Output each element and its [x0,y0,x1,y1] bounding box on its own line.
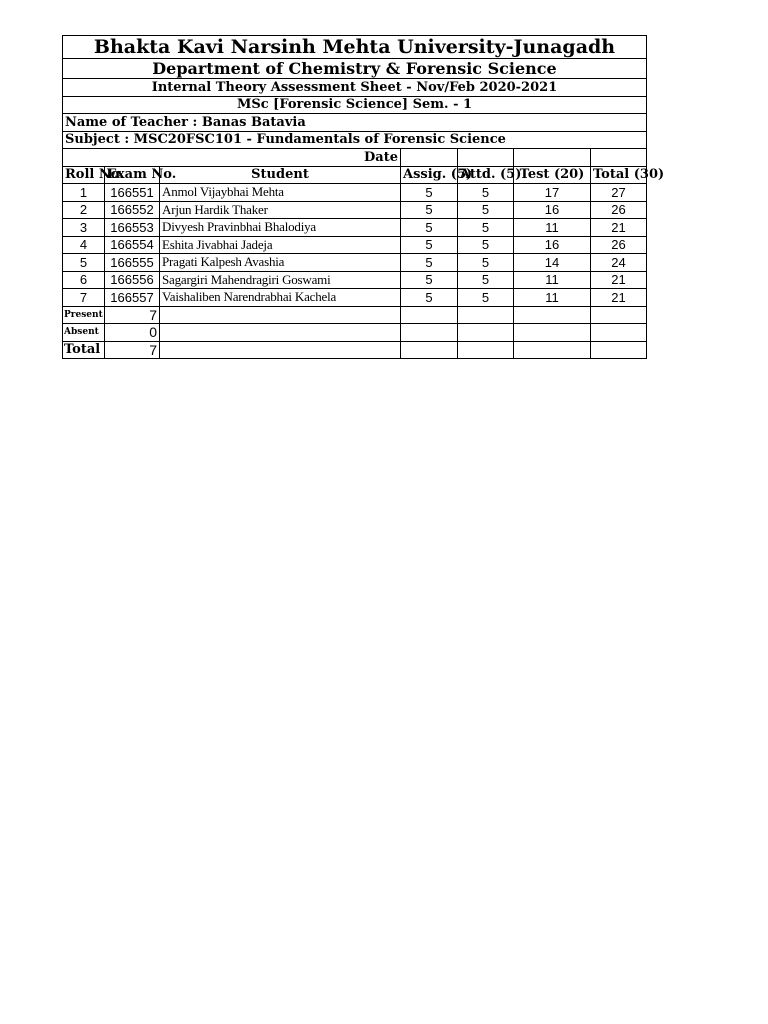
total-row [63,341,647,359]
empty-cell [591,324,647,342]
empty-cell [160,306,401,324]
absent-row [63,324,647,342]
date-cell-assig [401,149,458,167]
exam-cell: 166552 [105,201,160,219]
student-cell: Sagargiri Mahendragiri Goswami [160,271,401,289]
table-row [63,289,647,307]
assig-cell: 5 [401,254,458,272]
assig-cell: 5 [401,289,458,307]
test-cell: 14 [514,254,591,272]
table-row [63,271,647,289]
test-cell: 11 [514,289,591,307]
date-label: Date [63,149,401,167]
column-header-row [63,166,647,184]
present-label: Present [63,306,105,324]
student-cell: Arjun Hardik Thaker [160,201,401,219]
test-cell: 11 [514,271,591,289]
test-cell: 16 [514,236,591,254]
header-attd: Attd. (5) [458,166,514,184]
student-cell: Anmol Vijaybhai Mehta [160,184,401,202]
program-title: MSc [Forensic Science] Sem. - 1 [63,96,647,114]
table-row [63,201,647,219]
empty-cell [458,306,514,324]
roll-cell: 6 [63,271,105,289]
exam-cell: 166551 [105,184,160,202]
header-exam: Exam No. [105,166,160,184]
exam-cell: 166555 [105,254,160,272]
exam-cell: 166554 [105,236,160,254]
table-row [63,219,647,237]
exam-cell: 166553 [105,219,160,237]
present-count: 7 [105,306,160,324]
roll-cell: 2 [63,201,105,219]
empty-cell [514,341,591,359]
total-cell: 26 [591,201,647,219]
empty-cell [401,324,458,342]
empty-cell [591,306,647,324]
attd-cell: 5 [458,271,514,289]
empty-cell [514,324,591,342]
total-cell: 26 [591,236,647,254]
subject-name: Subject : MSC20FSC101 - Fundamentals of Forensic Science [63,131,647,149]
empty-cell [160,341,401,359]
header-roll: Roll No. [63,166,105,184]
table-row [63,236,647,254]
exam-cell: 166556 [105,271,160,289]
sheet-title: Internal Theory Assessment Sheet - Nov/Feb 2020-2021 [63,79,647,97]
total-cell: 24 [591,254,647,272]
student-cell: Vaishaliben Narendrabhai Kachela [160,289,401,307]
total-cell: 21 [591,271,647,289]
student-cell: Pragati Kalpesh Avashia [160,254,401,272]
roll-cell: 1 [63,184,105,202]
empty-cell [458,324,514,342]
present-row [63,306,647,324]
empty-cell [591,341,647,359]
table-row [63,184,647,202]
total-cell: 27 [591,184,647,202]
university-title: Bhakta Kavi Narsinh Mehta University-Junagadh [63,36,647,59]
total-label: Total [63,341,105,359]
assig-cell: 5 [401,236,458,254]
attd-cell: 5 [458,201,514,219]
date-cell-attd [458,149,514,167]
test-cell: 17 [514,184,591,202]
test-cell: 11 [514,219,591,237]
date-cell-total [591,149,647,167]
attd-cell: 5 [458,219,514,237]
attd-cell: 5 [458,236,514,254]
header-total: Total (30) [591,166,647,184]
roll-cell: 5 [63,254,105,272]
header-assig: Assig. (5) [401,166,458,184]
table-row [63,254,647,272]
total-cell: 21 [591,289,647,307]
attd-cell: 5 [458,254,514,272]
test-cell: 16 [514,201,591,219]
assig-cell: 5 [401,184,458,202]
teacher-name: Name of Teacher : Banas Batavia [63,114,647,132]
roll-cell: 4 [63,236,105,254]
empty-cell [401,341,458,359]
empty-cell [160,324,401,342]
student-cell: Divyesh Pravinbhai Bhalodiya [160,219,401,237]
attd-cell: 5 [458,184,514,202]
absent-label: Absent [63,324,105,342]
assig-cell: 5 [401,201,458,219]
assessment-sheet-table [62,35,665,359]
student-cell: Eshita Jivabhai Jadeja [160,236,401,254]
roll-cell: 3 [63,219,105,237]
assig-cell: 5 [401,271,458,289]
date-cell-test [514,149,591,167]
assig-cell: 5 [401,219,458,237]
total-cell: 21 [591,219,647,237]
roll-cell: 7 [63,289,105,307]
department-title: Department of Chemistry & Forensic Science [63,59,647,79]
empty-cell [401,306,458,324]
attd-cell: 5 [458,289,514,307]
exam-cell: 166557 [105,289,160,307]
absent-count: 0 [105,324,160,342]
header-test: Test (20) [514,166,591,184]
header-student: Student [160,166,401,184]
empty-cell [458,341,514,359]
total-count: 7 [105,341,160,359]
empty-cell [514,306,591,324]
